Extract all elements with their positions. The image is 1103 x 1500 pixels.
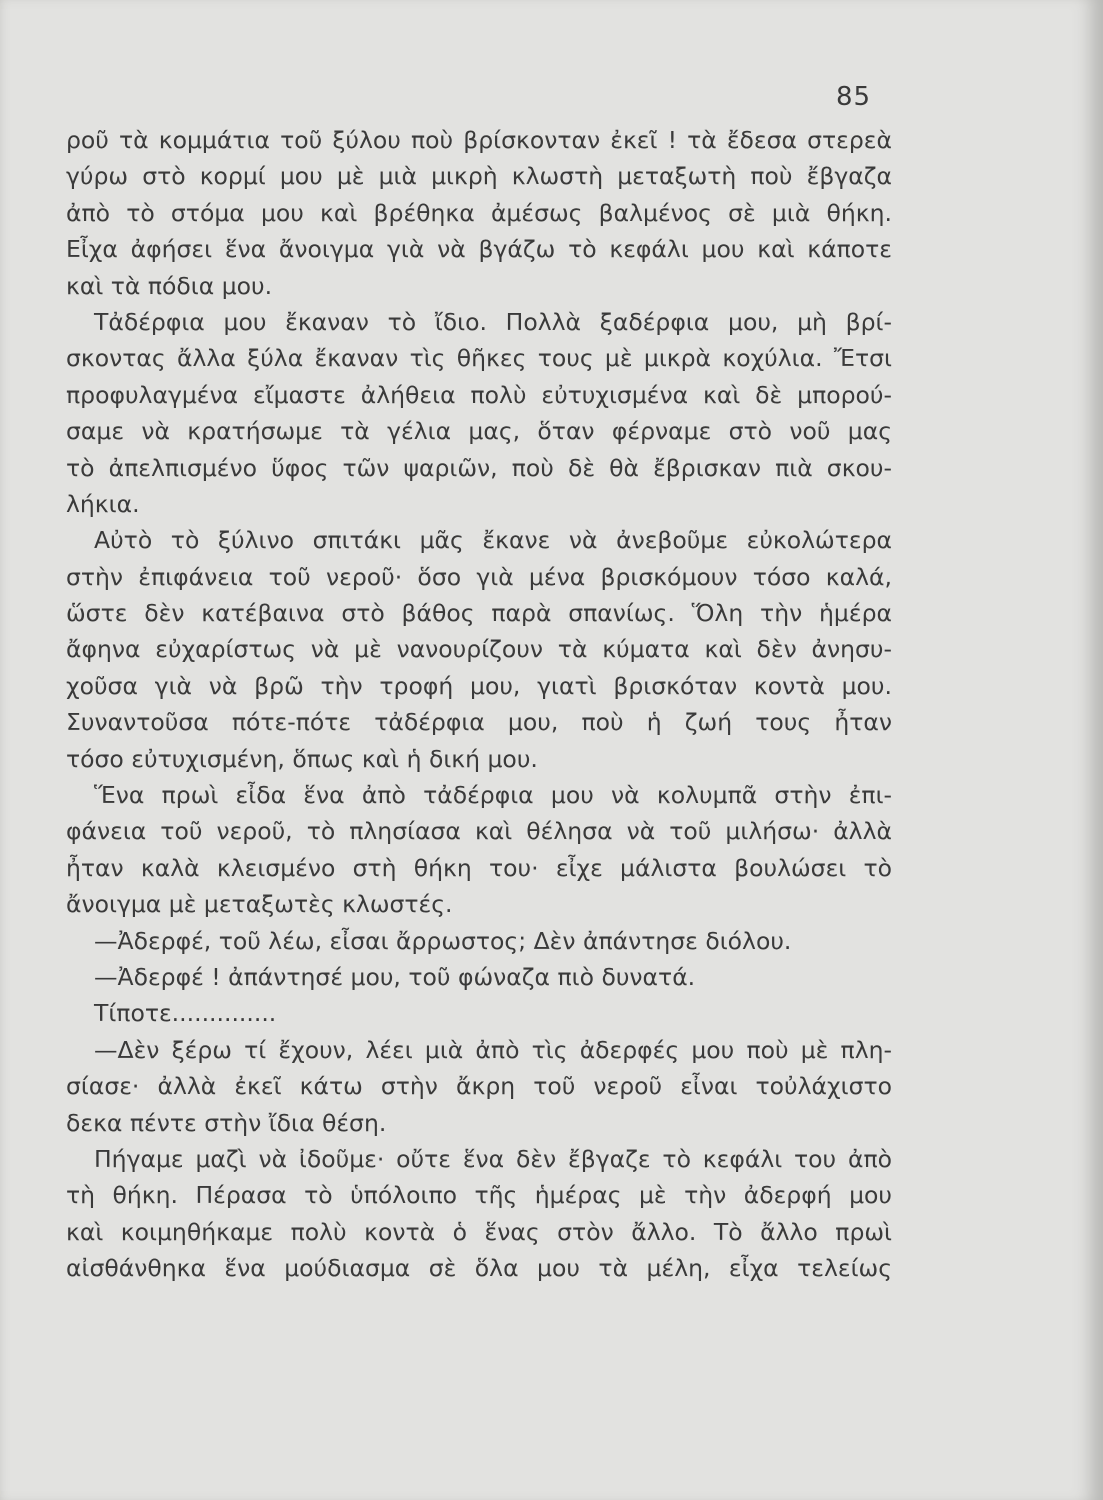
text-line: καὶ κοιμηθήκαμε πολὺ κοντὰ ὁ ἕνας στὸν ἄλλο. Τὸ ἄλλο πρωὶ bbox=[66, 1217, 892, 1246]
text-line: Αὐτὸ τὸ ξύλινο σπιτάκι μᾶς ἔκανε νὰ ἀνεβοῦμε εὐκολώτερα bbox=[94, 526, 892, 555]
text-line: Τἀδέρφια μου ἔκαναν τὸ ἴδιο. Πολλὰ ξαδέρφια μου, μὴ βρί- bbox=[94, 307, 892, 336]
text-line: χοῦσα γιὰ νὰ βρῶ τὴν τροφή μου, γιατὶ βρισκόταν κοντὰ μου. bbox=[66, 671, 892, 700]
text-line: καὶ τὰ πόδια μου. bbox=[66, 271, 273, 300]
text-line: Ἕνα πρωὶ εἶδα ἕνα ἀπὸ τἀδέρφια μου νὰ κολυμπᾶ στὴν ἐπι- bbox=[94, 781, 892, 810]
text-line: τόσο εὐτυχισμένη, ὅπως καὶ ἡ δική μου. bbox=[66, 744, 538, 773]
text-line: ὥστε δὲν κατέβαινα στὸ βάθος παρὰ σπανίως. Ὅλη τὴν ἡμέρα bbox=[66, 599, 892, 628]
text-line: τὸ ἀπελπισμένο ὕφος τῶν ψαριῶν, ποὺ δὲ θὰ ἔβρισκαν πιὰ σκου- bbox=[66, 453, 892, 482]
text-line: ἄφηνα εὐχαρίστως νὰ μὲ νανουρίζουν τὰ κύματα καὶ δὲν ἀνησυ- bbox=[66, 635, 892, 664]
text-line: λήκια. bbox=[66, 489, 140, 518]
body-text bbox=[66, 122, 892, 1287]
text-line: σαμε νὰ κρατήσωμε τὰ γέλια μας, ὅταν φέρναμε στὸ νοῦ μας bbox=[66, 417, 892, 446]
text-line: Τίποτε.............. bbox=[94, 999, 277, 1028]
text-line: σκοντας ἄλλα ξύλα ἔκαναν τὶς θῆκες τους μὲ μικρὰ κοχύλια. Ἔτσι bbox=[66, 344, 892, 373]
text-line: Εἶχα ἀφήσει ἕνα ἄνοιγμα γιὰ νὰ βγάζω τὸ κεφάλι μου καὶ κάποτε bbox=[66, 235, 892, 264]
text-line: προφυλαγμένα εἴμαστε ἀλήθεια πολὺ εὐτυχισμένα καὶ δὲ μπορού- bbox=[66, 380, 892, 409]
text-line: —Ἀδερφέ, τοῦ λέω, εἶσαι ἄρρωστος; Δὲν ἀπάντησε διόλου. bbox=[94, 926, 792, 955]
text-line: ἀπὸ τὸ στόμα μου καὶ βρέθηκα ἀμέσως βαλμένος σὲ μιὰ θήκη. bbox=[66, 198, 892, 227]
text-line: τὴ θήκη. Πέρασα τὸ ὑπόλοιπο τῆς ἡμέρας μὲ τὴν ἀδερφή μου bbox=[66, 1181, 892, 1210]
text-line: Πήγαμε μαζὶ νὰ ἰδοῦμε· οὔτε ἕνα δὲν ἔβγαζε τὸ κεφάλι του ἀπὸ bbox=[94, 1144, 892, 1173]
text-line: φάνεια τοῦ νεροῦ, τὸ πλησίασα καὶ θέλησα νὰ τοῦ μιλήσω· ἀλλὰ bbox=[66, 817, 892, 846]
text-line: —Δὲν ξέρω τί ἔχουν, λέει μιὰ ἀπὸ τὶς ἀδερφές μου ποὺ μὲ πλη- bbox=[94, 1035, 892, 1064]
text-line: στὴν ἐπιφάνεια τοῦ νεροῦ· ὅσο γιὰ μένα βρισκόμουν τόσο καλά, bbox=[66, 562, 892, 591]
text-line: ἦταν καλὰ κλεισμένο στὴ θήκη του· εἶχε μάλιστα βουλώσει τὸ bbox=[66, 853, 892, 882]
text-line: Συναντοῦσα πότε-πότε τἀδέρφια μου, ποὺ ἡ ζωή τους ἦταν bbox=[66, 708, 892, 737]
page-number: 85 bbox=[836, 82, 872, 112]
text-line: γύρω στὸ κορμί μου μὲ μιὰ μικρὴ κλωστὴ μεταξωτὴ ποὺ ἔβγαζα bbox=[66, 162, 892, 191]
text-line: δεκα πέντε στὴν ἴδια θέση. bbox=[66, 1108, 387, 1137]
text-line: σίασε· ἀλλὰ ἐκεῖ κάτω στὴν ἄκρη τοῦ νεροῦ εἶναι τοὐλάχιστο bbox=[66, 1072, 892, 1101]
text-line: —Ἀδερφέ ! ἀπάντησέ μου, τοῦ φώναζα πιὸ δυνατά. bbox=[94, 962, 696, 991]
text-line: ροῦ τὰ κομμάτια τοῦ ξύλου ποὺ βρίσκονταν ἐκεῖ ! τὰ ἔδεσα στερεὰ bbox=[66, 126, 892, 154]
text-line: ἄνοιγμα μὲ μεταξωτὲς κλωστές. bbox=[66, 890, 453, 919]
text-line: αἰσθάνθηκα ἕνα μούδιασμα σὲ ὅλα μου τὰ μέλη, εἶχα τελείως bbox=[66, 1254, 892, 1283]
